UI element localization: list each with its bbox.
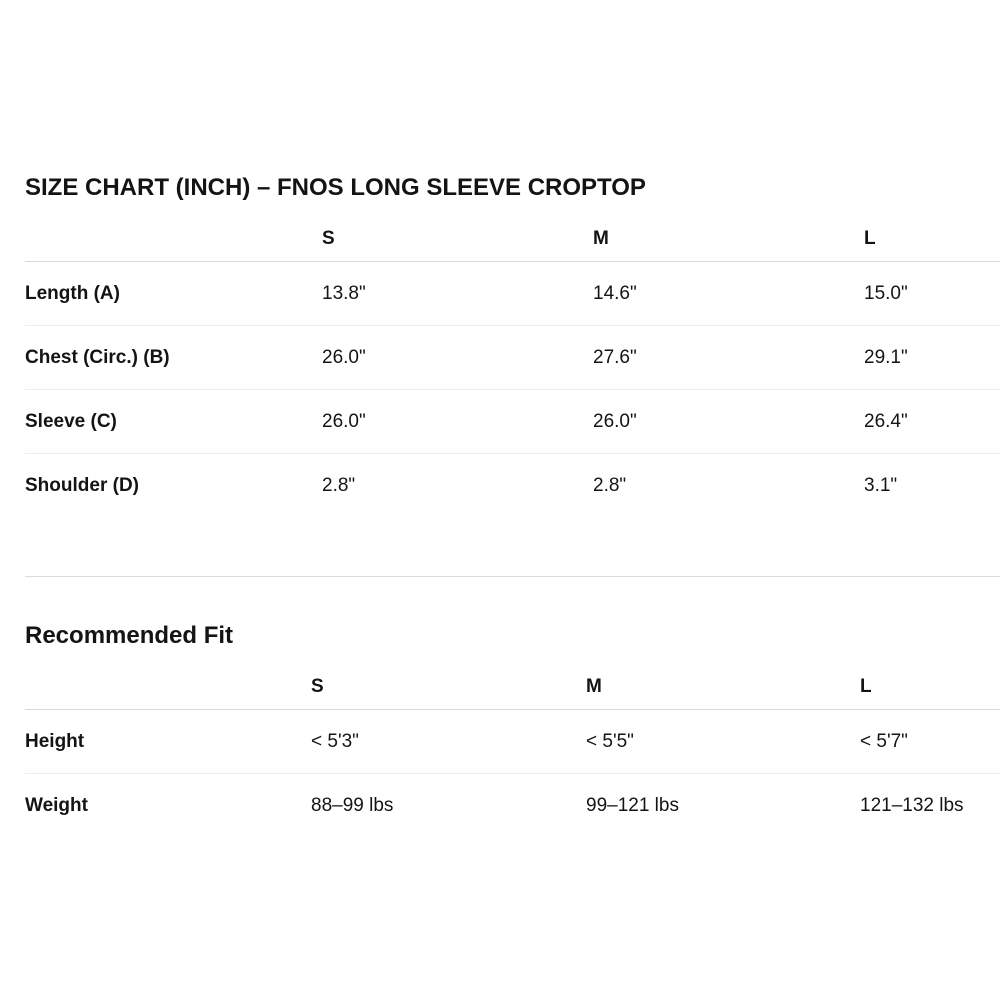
size-chart-title: SIZE CHART (INCH) – FNOS LONG SLEEVE CROPTOP bbox=[25, 174, 646, 201]
recommended-fit-header-s: S bbox=[311, 676, 324, 697]
recommended-fit-title: Recommended Fit bbox=[25, 622, 234, 649]
value-l: 26.4" bbox=[864, 411, 908, 432]
recommended-fit-row-weight bbox=[25, 795, 1000, 838]
value-m: < 5'5" bbox=[586, 731, 634, 752]
value-s: 13.8" bbox=[322, 283, 366, 304]
value-l: 15.0" bbox=[864, 283, 908, 304]
value-s: 2.8" bbox=[322, 475, 356, 496]
row-label: Sleeve (C) bbox=[25, 411, 117, 432]
size-chart-row-sleeve bbox=[25, 411, 1000, 454]
size-chart-header-l: L bbox=[864, 228, 876, 249]
row-label: Length (A) bbox=[25, 283, 120, 304]
section-divider bbox=[25, 576, 1000, 577]
recommended-fit-header-l: L bbox=[860, 676, 872, 697]
size-chart-row-length bbox=[25, 283, 1000, 326]
value-m: 27.6" bbox=[593, 347, 637, 368]
row-label: Shoulder (D) bbox=[25, 475, 139, 496]
value-m: 14.6" bbox=[593, 283, 637, 304]
recommended-fit-header-row bbox=[25, 676, 1000, 710]
size-chart-header-s: S bbox=[322, 228, 335, 249]
value-s: 88–99 lbs bbox=[311, 795, 394, 816]
value-m: 26.0" bbox=[593, 411, 637, 432]
size-chart-header-m: M bbox=[593, 228, 609, 249]
row-label: Weight bbox=[25, 795, 88, 816]
value-s: < 5'3" bbox=[311, 731, 359, 752]
value-l: 3.1" bbox=[864, 475, 898, 496]
size-chart-header-row bbox=[25, 228, 1000, 262]
value-m: 2.8" bbox=[593, 475, 627, 496]
value-l: 29.1" bbox=[864, 347, 908, 368]
value-s: 26.0" bbox=[322, 411, 366, 432]
recommended-fit-row-height bbox=[25, 731, 1000, 774]
row-label: Chest (Circ.) (B) bbox=[25, 347, 170, 368]
value-s: 26.0" bbox=[322, 347, 366, 368]
value-l: < 5'7" bbox=[860, 731, 908, 752]
row-label: Height bbox=[25, 731, 85, 752]
recommended-fit-header-m: M bbox=[586, 676, 602, 697]
value-l: 121–132 lbs bbox=[860, 795, 964, 816]
size-chart-row-chest bbox=[25, 347, 1000, 390]
size-chart-row-shoulder bbox=[25, 475, 1000, 518]
value-m: 99–121 lbs bbox=[586, 795, 679, 816]
